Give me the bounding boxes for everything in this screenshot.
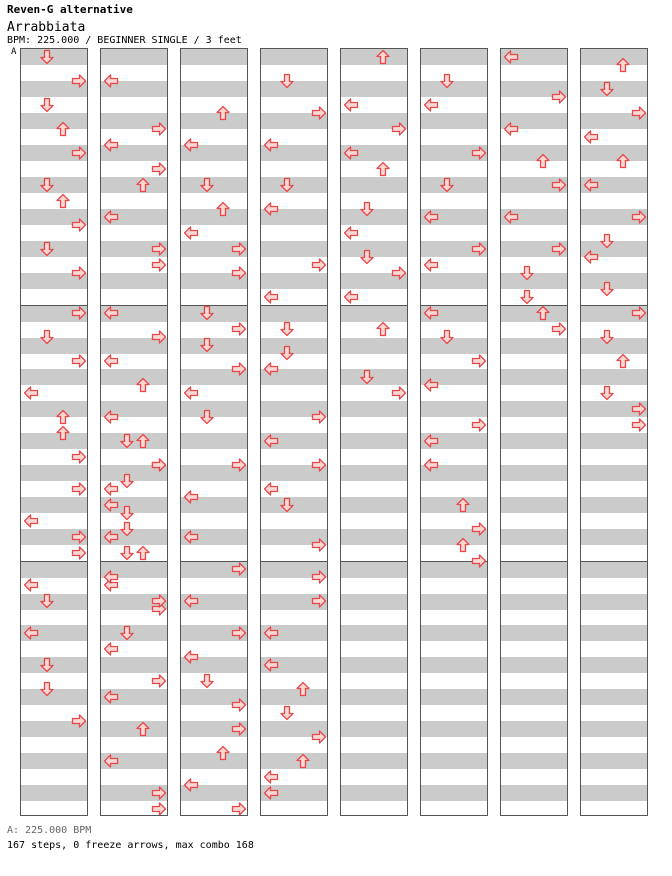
down-arrow-icon [279,321,295,337]
right-arrow-icon [311,537,327,553]
up-arrow-icon [455,537,471,553]
right-arrow-icon [311,457,327,473]
up-arrow-icon [535,305,551,321]
beat-stripe [341,497,407,561]
down-arrow-icon [439,73,455,89]
left-arrow-icon [183,529,199,545]
left-arrow-icon [263,769,279,785]
up-arrow-icon [375,161,391,177]
left-arrow-icon [183,137,199,153]
right-arrow-icon [151,673,167,689]
up-arrow-icon [615,353,631,369]
left-arrow-icon [503,121,519,137]
down-arrow-icon [519,289,535,305]
right-arrow-icon [311,593,327,609]
right-arrow-icon [471,417,487,433]
right-arrow-icon [231,625,247,641]
right-arrow-icon [391,265,407,281]
chart-column-7 [500,48,568,816]
left-arrow-icon [103,481,119,497]
right-arrow-icon [231,721,247,737]
left-arrow-icon [583,129,599,145]
left-arrow-icon [423,209,439,225]
song-title: Arrabbiata [7,20,86,35]
chart-column-3 [180,48,248,816]
left-arrow-icon [423,433,439,449]
left-arrow-icon [263,657,279,673]
right-arrow-icon [391,385,407,401]
left-arrow-icon [103,753,119,769]
up-arrow-icon [455,497,471,513]
right-arrow-icon [551,241,567,257]
up-arrow-icon [135,721,151,737]
beat-stripe [421,753,487,816]
chart-column-1 [20,48,88,816]
right-arrow-icon [231,801,247,816]
left-arrow-icon [343,97,359,113]
up-arrow-icon [295,681,311,697]
left-arrow-icon [103,409,119,425]
down-arrow-icon [199,337,215,353]
down-arrow-icon [599,281,615,297]
left-arrow-icon [183,225,199,241]
down-arrow-icon [119,521,135,537]
down-arrow-icon [199,409,215,425]
chart-column-8 [580,48,648,816]
beat-stripe [581,113,647,177]
bpm-marker: A [11,47,17,57]
right-arrow-icon [311,729,327,745]
up-arrow-icon [375,321,391,337]
up-arrow-icon [135,377,151,393]
beat-stripe [181,49,247,113]
up-arrow-icon [55,121,71,137]
down-arrow-icon [39,681,55,697]
down-arrow-icon [39,49,55,65]
right-arrow-icon [151,121,167,137]
beat-stripe [581,625,647,689]
beat-stripe [341,305,407,369]
beat-stripe [581,753,647,816]
beat-stripe [421,561,487,625]
sub-title: Reven-G alternative [7,3,133,16]
left-arrow-icon [423,377,439,393]
right-arrow-icon [71,145,87,161]
beat-stripe [341,433,407,497]
right-arrow-icon [231,265,247,281]
chart-column-4 [260,48,328,816]
down-arrow-icon [119,505,135,521]
up-arrow-icon [615,57,631,73]
up-arrow-icon [295,753,311,769]
footer-bpm: A: 225.000 BPM [7,825,92,836]
beat-stripe [581,497,647,561]
down-arrow-icon [279,73,295,89]
up-arrow-icon [615,153,631,169]
right-arrow-icon [151,457,167,473]
left-arrow-icon [263,289,279,305]
beat-stripe [501,369,567,433]
beat-stripe [501,689,567,753]
left-arrow-icon [423,457,439,473]
right-arrow-icon [71,305,87,321]
down-arrow-icon [439,329,455,345]
down-arrow-icon [599,385,615,401]
beat-stripe [341,561,407,625]
up-arrow-icon [215,105,231,121]
right-arrow-icon [71,545,87,561]
down-arrow-icon [359,369,375,385]
up-arrow-icon [375,49,391,65]
left-arrow-icon [343,145,359,161]
right-arrow-icon [471,521,487,537]
left-arrow-icon [183,385,199,401]
left-arrow-icon [183,777,199,793]
right-arrow-icon [231,561,247,577]
left-arrow-icon [583,177,599,193]
beat-stripe [501,561,567,625]
right-arrow-icon [631,417,647,433]
right-arrow-icon [71,217,87,233]
beat-stripe [21,369,87,433]
down-arrow-icon [599,233,615,249]
left-arrow-icon [263,201,279,217]
down-arrow-icon [199,177,215,193]
beat-stripe [501,625,567,689]
right-arrow-icon [71,529,87,545]
left-arrow-icon [503,209,519,225]
up-arrow-icon [135,545,151,561]
right-arrow-icon [471,553,487,569]
up-arrow-icon [55,409,71,425]
right-arrow-icon [231,361,247,377]
beat-stripe [341,753,407,816]
right-arrow-icon [631,305,647,321]
down-arrow-icon [359,249,375,265]
beat-stripe [501,305,567,369]
right-arrow-icon [391,121,407,137]
left-arrow-icon [183,593,199,609]
down-arrow-icon [439,177,455,193]
right-arrow-icon [151,329,167,345]
beat-stripe [581,689,647,753]
chart-info: BPM: 225.000 / BEGINNER SINGLE / 3 feet [7,35,242,46]
beat-stripe [501,433,567,497]
right-arrow-icon [231,697,247,713]
right-arrow-icon [231,241,247,257]
right-arrow-icon [71,481,87,497]
left-arrow-icon [503,49,519,65]
left-arrow-icon [103,137,119,153]
down-arrow-icon [39,593,55,609]
down-arrow-icon [39,177,55,193]
right-arrow-icon [551,177,567,193]
up-arrow-icon [215,201,231,217]
up-arrow-icon [135,177,151,193]
left-arrow-icon [263,361,279,377]
left-arrow-icon [263,625,279,641]
right-arrow-icon [231,457,247,473]
left-arrow-icon [103,569,119,585]
left-arrow-icon [343,225,359,241]
right-arrow-icon [71,73,87,89]
down-arrow-icon [119,433,135,449]
right-arrow-icon [71,713,87,729]
beat-stripe [501,497,567,561]
beat-stripe [341,625,407,689]
footer-stats: 167 steps, 0 freeze arrows, max combo 168 [7,840,254,851]
down-arrow-icon [119,473,135,489]
down-arrow-icon [279,705,295,721]
right-arrow-icon [551,321,567,337]
right-arrow-icon [71,449,87,465]
left-arrow-icon [103,73,119,89]
down-arrow-icon [599,329,615,345]
left-arrow-icon [263,481,279,497]
left-arrow-icon [263,433,279,449]
left-arrow-icon [423,257,439,273]
right-arrow-icon [311,409,327,425]
right-arrow-icon [231,321,247,337]
left-arrow-icon [103,353,119,369]
up-arrow-icon [215,745,231,761]
right-arrow-icon [151,161,167,177]
left-arrow-icon [23,513,39,529]
beat-stripe [421,625,487,689]
down-arrow-icon [39,97,55,113]
right-arrow-icon [471,353,487,369]
right-arrow-icon [471,145,487,161]
left-arrow-icon [103,305,119,321]
beat-stripe [421,689,487,753]
left-arrow-icon [103,689,119,705]
right-arrow-icon [151,593,167,609]
down-arrow-icon [39,329,55,345]
right-arrow-icon [311,257,327,273]
left-arrow-icon [583,249,599,265]
left-arrow-icon [23,625,39,641]
right-arrow-icon [631,105,647,121]
right-arrow-icon [311,569,327,585]
down-arrow-icon [199,305,215,321]
beat-stripe [581,561,647,625]
right-arrow-icon [631,209,647,225]
down-arrow-icon [599,81,615,97]
right-arrow-icon [151,241,167,257]
down-arrow-icon [279,497,295,513]
right-arrow-icon [631,401,647,417]
left-arrow-icon [263,137,279,153]
down-arrow-icon [199,673,215,689]
down-arrow-icon [519,265,535,281]
right-arrow-icon [311,105,327,121]
up-arrow-icon [135,433,151,449]
right-arrow-icon [151,257,167,273]
left-arrow-icon [343,289,359,305]
left-arrow-icon [23,385,39,401]
right-arrow-icon [151,785,167,801]
left-arrow-icon [183,489,199,505]
down-arrow-icon [279,177,295,193]
down-arrow-icon [359,201,375,217]
left-arrow-icon [263,785,279,801]
chart-column-2 [100,48,168,816]
down-arrow-icon [119,625,135,641]
left-arrow-icon [23,577,39,593]
up-arrow-icon [535,153,551,169]
right-arrow-icon [471,241,487,257]
left-arrow-icon [103,497,119,513]
up-arrow-icon [55,425,71,441]
left-arrow-icon [103,641,119,657]
up-arrow-icon [55,193,71,209]
beat-stripe [581,433,647,497]
right-arrow-icon [151,801,167,816]
down-arrow-icon [119,545,135,561]
left-arrow-icon [423,305,439,321]
left-arrow-icon [423,97,439,113]
left-arrow-icon [103,209,119,225]
right-arrow-icon [71,353,87,369]
right-arrow-icon [551,89,567,105]
left-arrow-icon [183,649,199,665]
down-arrow-icon [39,241,55,257]
chart-column-5 [340,48,408,816]
right-arrow-icon [71,265,87,281]
beat-stripe [501,753,567,816]
down-arrow-icon [39,657,55,673]
chart-column-6 [420,48,488,816]
down-arrow-icon [279,345,295,361]
left-arrow-icon [103,529,119,545]
beat-stripe [21,753,87,816]
beat-stripe [341,689,407,753]
